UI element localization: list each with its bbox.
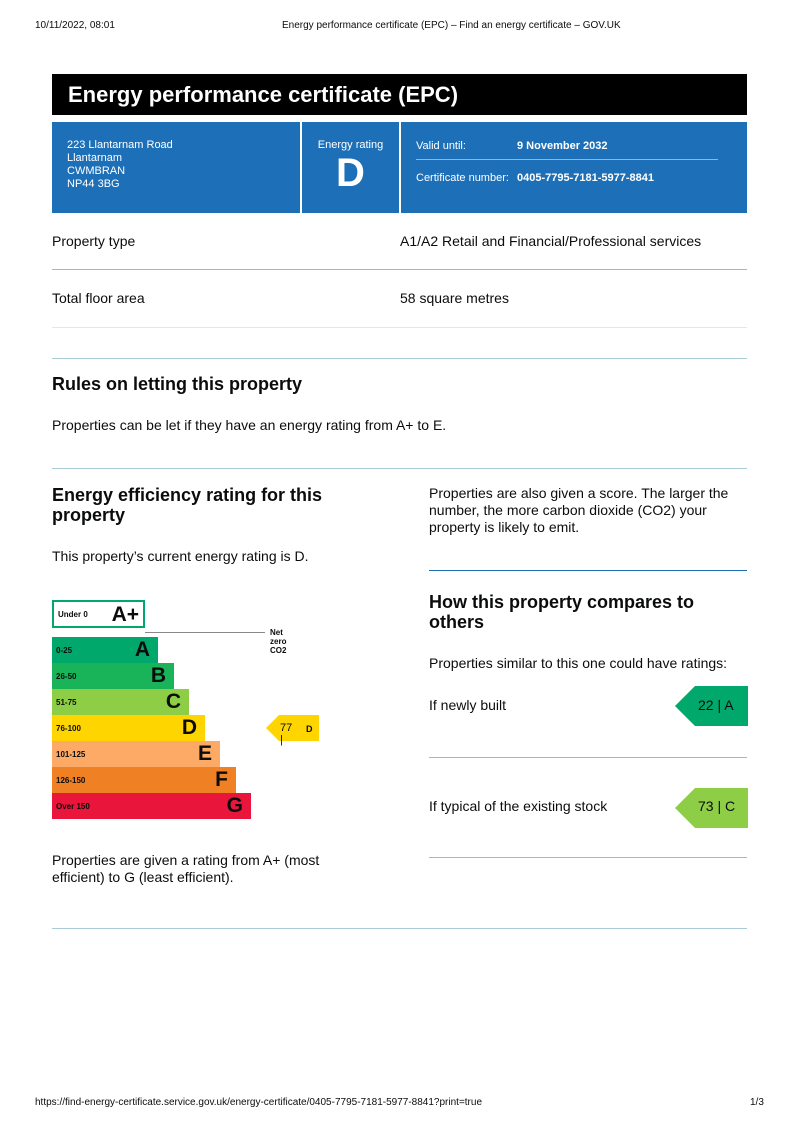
print-datetime: 10/11/2022, 08:01	[35, 20, 115, 31]
net-zero-label: Net zero CO2	[270, 628, 287, 655]
print-document-title: Energy performance certificate (EPC) – Find an energy certificate – GOV.UK	[282, 20, 621, 31]
band-letter: C	[165, 690, 181, 713]
band-range: 0-25	[56, 646, 73, 655]
rating-score: 22	[698, 697, 714, 713]
divider	[52, 269, 747, 270]
rating-band-a-plus	[52, 600, 145, 628]
band-range: Under 0	[58, 610, 88, 619]
rating-score: 73	[698, 798, 714, 814]
property-type-label: Property type	[52, 233, 136, 249]
newly-built-label: If newly built	[429, 697, 507, 713]
band-letter: F	[215, 768, 228, 791]
net-zero-line	[145, 632, 265, 633]
divider	[429, 757, 747, 758]
section-divider	[52, 468, 747, 469]
current-score-value: 77	[280, 722, 293, 734]
band-letter: A	[134, 638, 150, 661]
rating-letter: A	[724, 697, 734, 713]
current-rating-score: 77 |	[280, 722, 293, 746]
rating-band-g	[52, 793, 251, 819]
efficiency-heading: Energy efficiency rating for this property	[52, 485, 323, 525]
section-divider	[52, 928, 747, 929]
divider	[429, 570, 747, 571]
address-line: CWMBRAN	[67, 165, 126, 177]
address-line: 223 Llantarnam Road	[67, 139, 173, 151]
compare-intro: Properties similar to this one could have ratings:	[429, 655, 728, 671]
score-explanation-text: Properties are also given a score. The larger the number, the more carbon dioxide (CO2) your property is likely to emit.	[429, 485, 729, 535]
rating-band-a	[52, 637, 158, 663]
rating-band-e	[52, 741, 220, 767]
band-range: Over 150	[56, 802, 90, 811]
address-panel	[52, 122, 300, 213]
rating-band-f	[52, 767, 236, 793]
section-divider	[52, 358, 747, 359]
floor-area-label: Total floor area	[52, 290, 145, 306]
band-range: 26-50	[56, 672, 77, 681]
certificate-number: 0405-7795-7181-5977-8841	[517, 172, 655, 184]
band-letter: G	[226, 794, 243, 817]
typical-stock-label: If typical of the existing stock	[429, 798, 608, 814]
page-title: Energy performance certificate (EPC)	[52, 74, 747, 115]
divider	[52, 327, 747, 328]
letting-text: Properties can be let if they have an energy rating from A+ to E.	[52, 417, 447, 433]
property-type-value: A1/A2 Retail and Financial/Professional services	[400, 233, 702, 249]
rating-band-b	[52, 663, 174, 689]
certificate-divider	[416, 159, 718, 160]
divider	[429, 857, 747, 858]
print-page-url[interactable]: https://find-energy-certificate.service.gov.uk/energy-certificate/0405-7795-7181-5977-8841?print=true	[35, 1097, 483, 1108]
band-range: 51-75	[56, 698, 77, 707]
band-letter: E	[197, 742, 212, 765]
current-rating-text: This property’s current energy rating is D.	[52, 548, 309, 564]
rating-band-c	[52, 689, 189, 715]
address-line: Llantarnam	[67, 152, 123, 164]
typical-stock-rating: 73 | C	[698, 798, 736, 814]
energy-rating-panel	[302, 122, 399, 213]
valid-until-label: Valid until:	[416, 140, 466, 152]
rating-band-d	[52, 715, 205, 741]
band-letter: D	[181, 716, 197, 739]
band-letter: A+	[111, 603, 139, 626]
certificate-panel	[401, 122, 747, 213]
letting-heading: Rules on letting this property	[52, 374, 303, 394]
floor-area-value: 58 square metres	[400, 290, 509, 306]
print-page-number: 1/3	[750, 1097, 764, 1108]
band-range: 126-150	[56, 776, 86, 785]
rating-letter: C	[725, 798, 736, 814]
newly-built-rating: 22 | A	[698, 697, 734, 713]
valid-until-date: 9 November 2032	[517, 140, 608, 152]
current-rating-letter: D	[306, 724, 313, 734]
certificate-number-label: Certificate number:	[416, 172, 509, 184]
rating-scale-text: Properties are given a rating from A+ (most efficient) to G (least efficient).	[52, 852, 320, 885]
band-range: 101-125	[56, 750, 86, 759]
compare-heading: How this property compares to others	[429, 592, 695, 632]
band-letter: B	[150, 664, 166, 687]
energy-rating-letter: D	[336, 151, 365, 195]
address-line: NP44 3BG	[67, 178, 120, 190]
energy-rating-label: Energy rating	[317, 139, 384, 151]
band-range: 76-100	[56, 724, 81, 733]
